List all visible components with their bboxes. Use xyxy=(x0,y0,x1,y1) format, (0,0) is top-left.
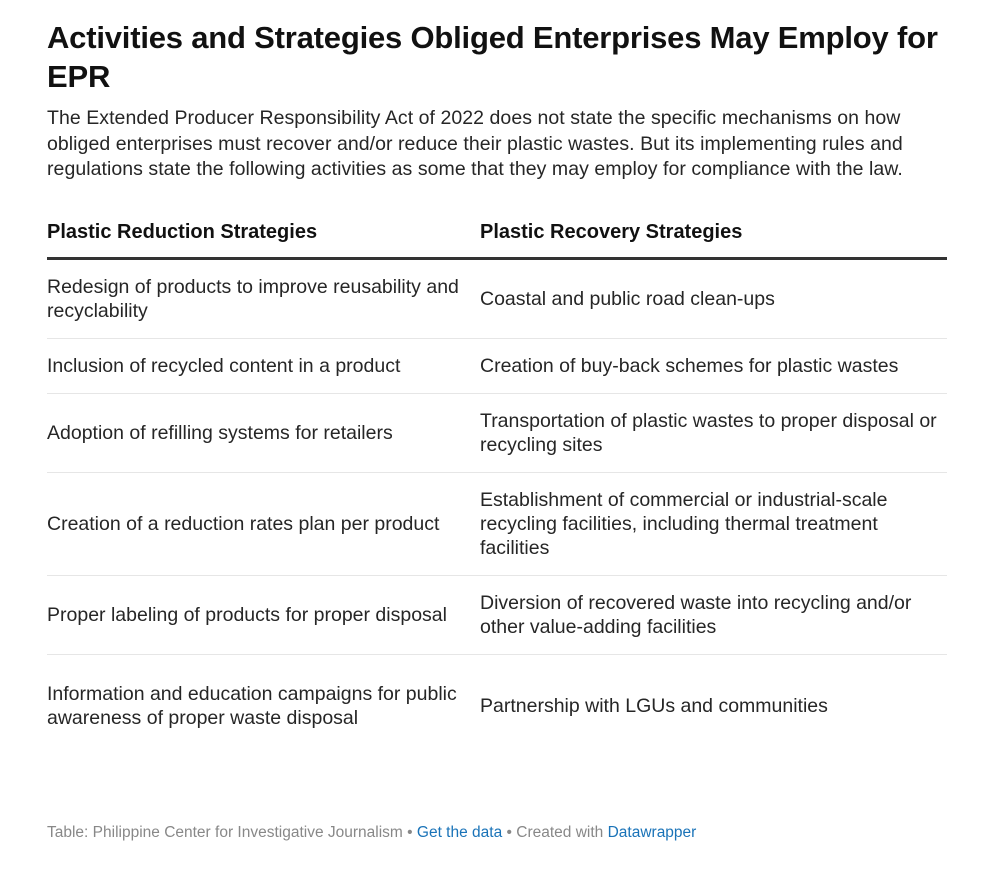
table-cell-reduction: Information and education campaigns for public awareness of proper waste disposal xyxy=(47,682,457,729)
footer-separator: • xyxy=(506,824,512,841)
table-cell-reduction: Inclusion of recycled content in a product xyxy=(47,338,480,393)
table-row xyxy=(47,258,947,338)
table-cell-reduction: Redesign of products to improve reusability and recyclability xyxy=(47,258,480,338)
source-note: Table: Philippine Center for Investigative Journalism xyxy=(47,824,403,841)
table-header-row xyxy=(47,221,947,259)
datawrapper-link[interactable]: Datawrapper xyxy=(607,824,697,841)
table-cell-reduction: Proper labeling of products for proper disposal xyxy=(47,575,480,654)
chart-description: The Extended Producer Responsibility Act of 2022 does not state the specific mechanisms on how obliged enterprises must recover and/or reduce their plastic wastes. But its implementing rules and regulations state the following activities as some that they may employ for compliance with the law. xyxy=(47,107,903,180)
chart-container xyxy=(47,18,947,757)
table-cell-recovery: Diversion of recovered waste into recycling and/or other value-adding facilities xyxy=(480,575,947,654)
table-cell-recovery: Creation of buy-back schemes for plastic wastes xyxy=(480,338,947,393)
strategies-table xyxy=(47,221,947,758)
table-row xyxy=(47,393,947,472)
table-cell-reduction: Adoption of refilling systems for retailers xyxy=(47,393,480,472)
chart-title: Activities and Strategies Obliged Enterprises May Employ for EPR xyxy=(47,20,938,94)
table-cell-recovery: Establishment of commercial or industrial-scale recycling facilities, including thermal treatment facilities xyxy=(480,472,947,575)
table-cell-recovery: Coastal and public road clean-ups xyxy=(480,258,947,338)
table-row xyxy=(47,575,947,654)
table-row xyxy=(47,472,947,575)
table-cell-reduction: Creation of a reduction rates plan per product xyxy=(47,472,480,575)
get-the-data-link[interactable]: Get the data xyxy=(416,824,503,841)
column-header-recovery: Plastic Recovery Strategies xyxy=(480,221,947,259)
footer-separator: • xyxy=(407,824,413,841)
chart-footer xyxy=(47,824,696,842)
table-cell-recovery: Transportation of plastic wastes to proper disposal or recycling sites xyxy=(480,393,947,472)
table-row xyxy=(47,654,947,757)
table-row xyxy=(47,338,947,393)
created-with-text: Created with xyxy=(516,824,604,841)
column-header-reduction: Plastic Reduction Strategies xyxy=(47,221,480,259)
table-cell-recovery: Partnership with LGUs and communities xyxy=(480,694,828,717)
